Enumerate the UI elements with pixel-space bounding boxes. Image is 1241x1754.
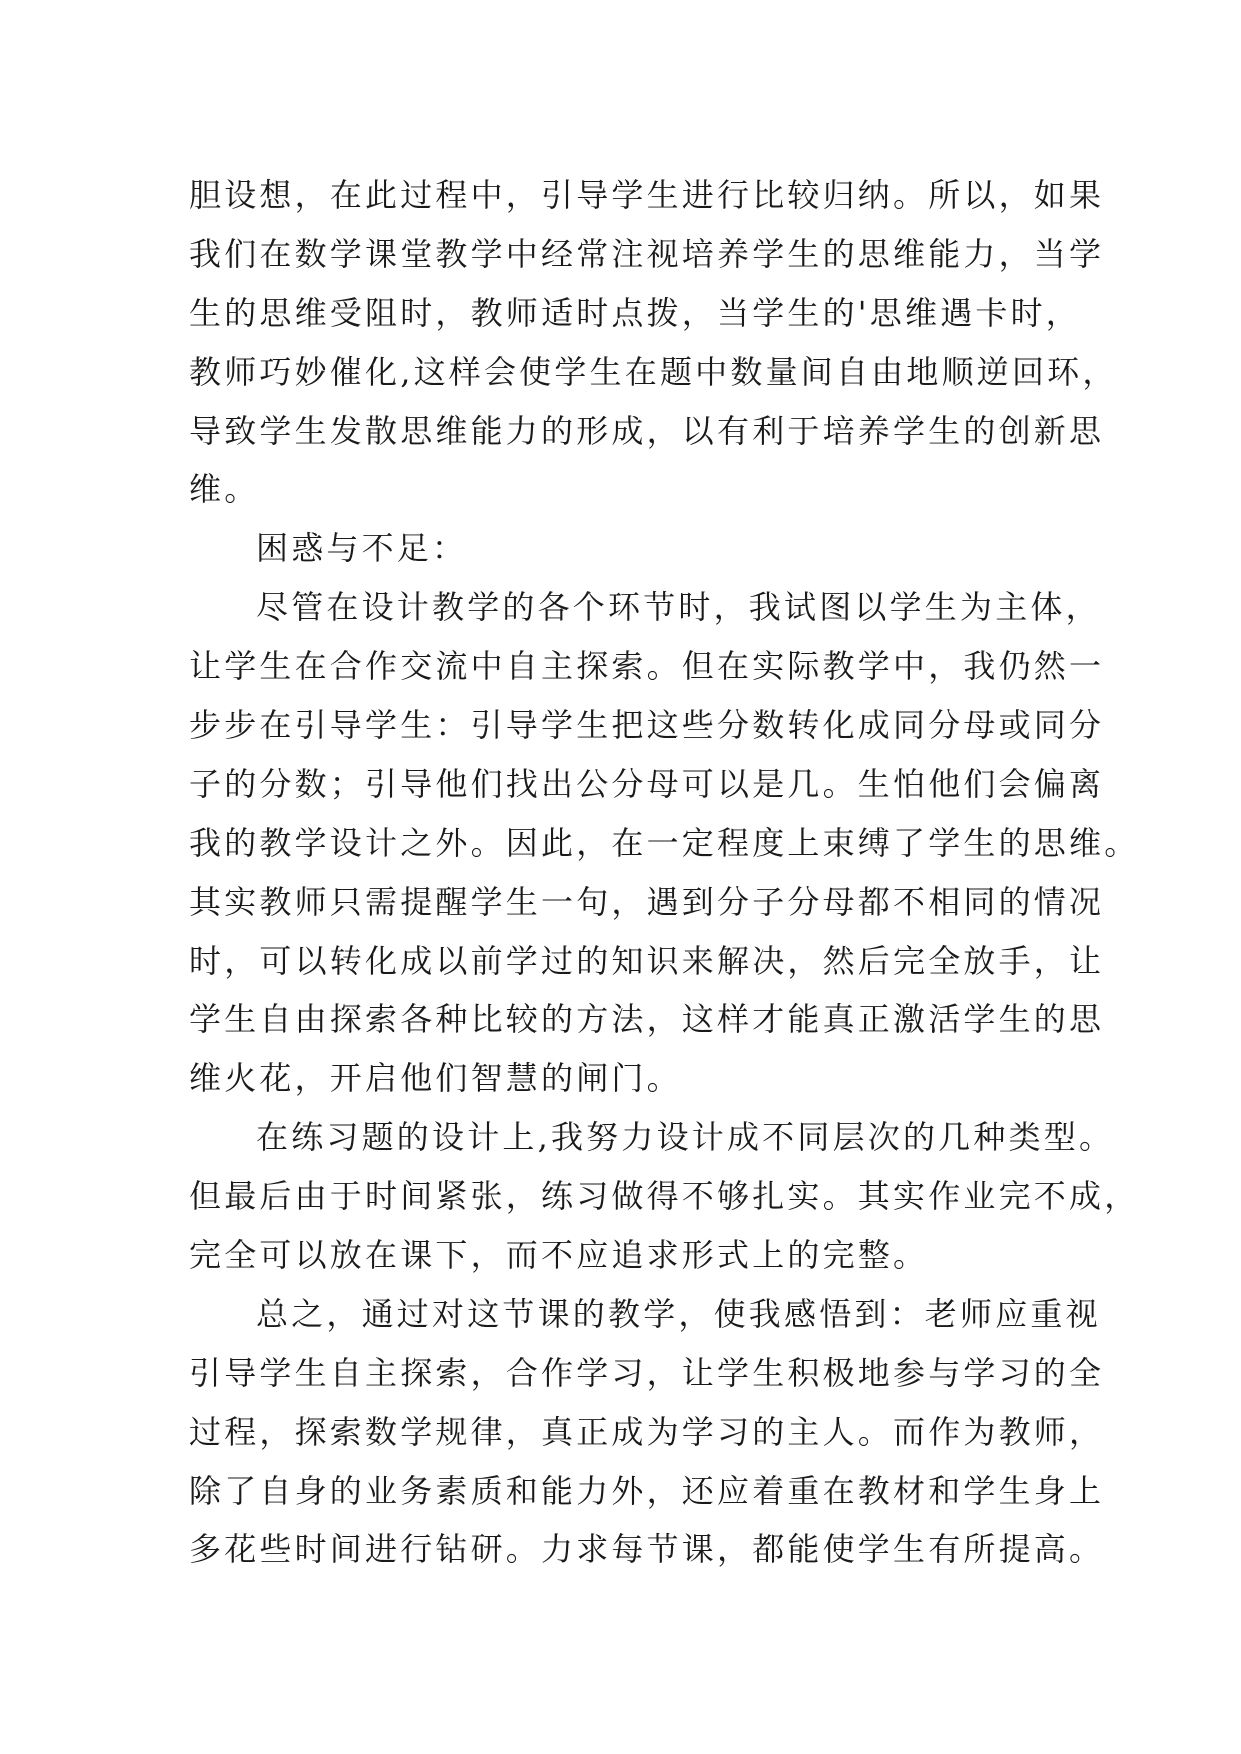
text-line: 除了自身的业务素质和能力外，还应着重在教材和学生身上 [189, 1471, 1105, 1510]
text-line: 其实教师只需提醒学生一句，遇到分子分母都不相同的情况 [189, 882, 1105, 921]
text-line: 完全可以放在课下，而不应追求形式上的完整。 [189, 1236, 929, 1275]
text-line: 我的教学设计之外。因此，在一定程度上束缚了学生的思维。 [189, 823, 1140, 862]
text-line: 教师巧妙催化,这样会使学生在题中数量间自由地顺逆回环， [189, 352, 1118, 391]
section-heading: 困惑与不足： [256, 529, 468, 568]
text-line: 尽管在设计教学的各个环节时，我试图以学生为主体， [256, 588, 1101, 627]
text-line: 过程，探索数学规律，真正成为学习的主人。而作为教师， [189, 1412, 1105, 1451]
text-line: 导致学生发散思维能力的形成，以有利于培养学生的创新思 [189, 411, 1105, 450]
text-line: 但最后由于时间紧张，练习做得不够扎实。其实作业完不成， [189, 1177, 1140, 1216]
text-line: 在练习题的设计上,我努力设计成不同层次的几种类型。 [256, 1118, 1115, 1157]
text-line: 步步在引导学生：引导学生把这些分数转化成同分母或同分 [189, 706, 1105, 745]
text-line: 生的思维受阻时，教师适时点拨，当学生的'思维遇卡时， [189, 293, 1081, 332]
body-text [189, 166, 1140, 1579]
text-line: 让学生在合作交流中自主探索。但在实际教学中，我仍然一 [189, 647, 1105, 686]
text-line: 学生自由探索各种比较的方法，这样才能真正激活学生的思 [189, 1000, 1105, 1039]
text-line: 引导学生自主探索，合作学习，让学生积极地参与学习的全 [189, 1353, 1105, 1392]
text-line: 维火花，开启他们智慧的闸门。 [189, 1059, 682, 1098]
text-line: 胆设想，在此过程中，引导学生进行比较归纳。所以，如果 [189, 176, 1105, 214]
text-line: 维。 [189, 470, 260, 509]
text-line: 总之，通过对这节课的教学，使我感悟到：老师应重视 [256, 1294, 1101, 1333]
text-line: 我们在数学课堂教学中经常注视培养学生的思维能力，当学 [189, 234, 1105, 273]
text-line: 时，可以转化成以前学过的知识来解决，然后完全放手，让 [189, 941, 1105, 980]
text-line: 多花些时间进行钻研。力求每节课，都能使学生有所提高。 [189, 1530, 1105, 1569]
text-line: 子的分数；引导他们找出公分母可以是几。生怕他们会偏离 [189, 764, 1105, 803]
